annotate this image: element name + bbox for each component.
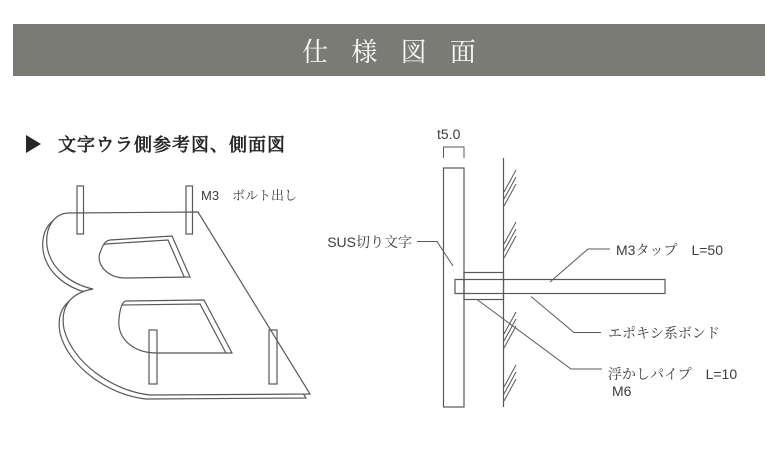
letter-back-view xyxy=(43,186,310,399)
leader-tap xyxy=(550,249,610,282)
leader-bond xyxy=(531,297,601,333)
spacer-pipe xyxy=(464,273,504,300)
thickness-label: t5.0 xyxy=(437,126,461,142)
bolt-label: M3 ボルト出し xyxy=(201,188,298,203)
tap-hole xyxy=(455,280,464,294)
section-heading-label: 文字ウラ側参考図、側面図 xyxy=(58,135,286,155)
letter-plate-section xyxy=(444,168,465,407)
tap-label: M3タップ L=50 xyxy=(616,242,723,258)
leader-pipe xyxy=(477,300,602,370)
pipe-size-label: M6 xyxy=(612,383,632,399)
page-title: 仕 様 図 面 xyxy=(302,36,484,67)
letter-side-view xyxy=(327,126,737,407)
material-label: SUS切り文字 xyxy=(327,234,412,250)
wall-hatch-marks xyxy=(504,170,516,401)
bond-label: エポキシ系ボンド xyxy=(608,325,720,341)
leader-material xyxy=(417,242,453,267)
threaded-rod xyxy=(464,280,665,294)
thickness-dimension-bracket xyxy=(444,147,465,158)
pipe-label: 浮かしパイプ L=10 xyxy=(608,366,738,382)
